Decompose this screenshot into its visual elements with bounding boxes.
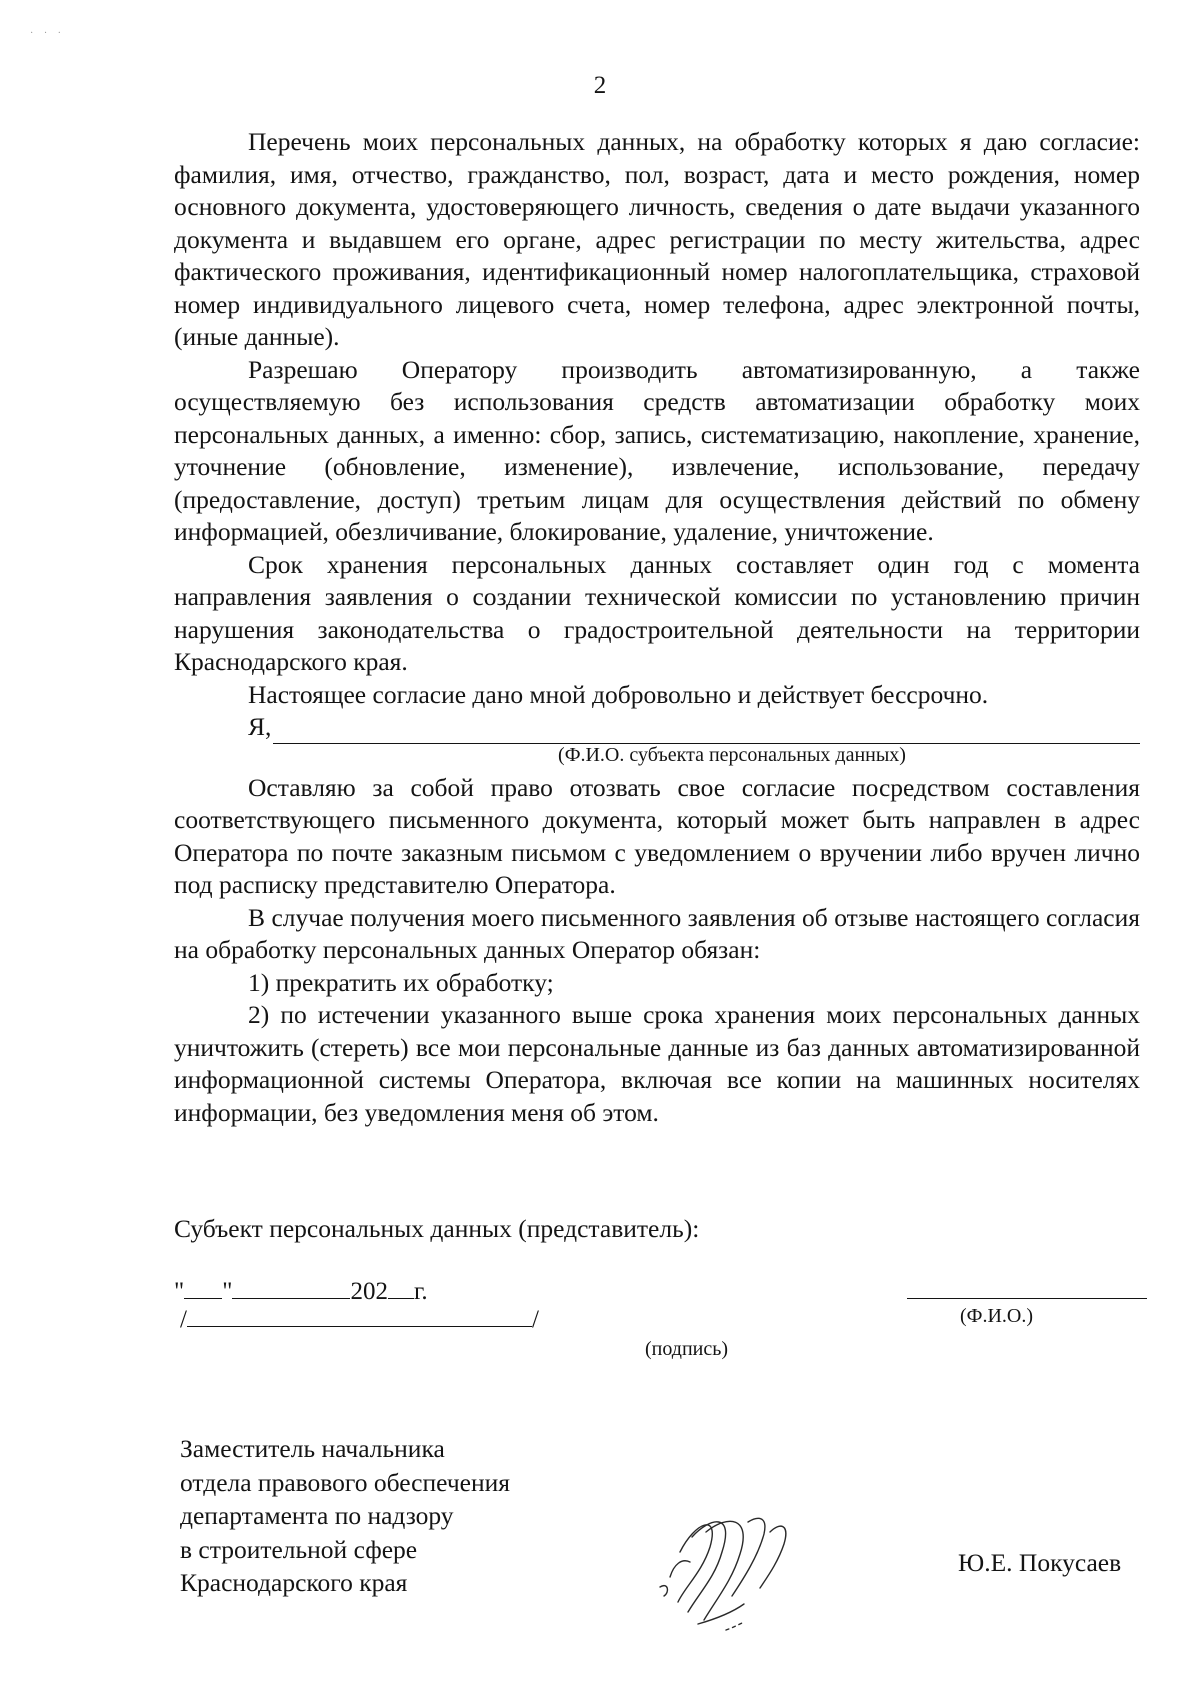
- signer-name: Ю.Е. Покусаев: [958, 1548, 1122, 1577]
- fio-blank: [273, 717, 1140, 744]
- date-suffix: г.: [413, 1278, 428, 1305]
- signature-blank: [187, 1304, 532, 1327]
- signature-caption: (подпись): [645, 1338, 729, 1360]
- fio-caption: (Ф.И.О. субъекта персональных данных): [558, 743, 906, 766]
- paragraph-storage-term: Срок хранения персональных данных составляет один год с момента направления заявления о создании технической комиссии по установлению причин нарушения законодательства о градостроительной деятельности на территории Краснодарского края.: [174, 549, 1140, 676]
- scan-artifact: · · ·: [30, 28, 65, 39]
- position-line: в строительной сфере: [180, 1534, 418, 1564]
- date-month-blank: [232, 1276, 350, 1299]
- paragraph-consent-voluntary: Настоящее согласие дано мной добровольно и действует бессрочно.: [248, 679, 989, 709]
- position-line: отдела правового обеспечения: [180, 1467, 510, 1497]
- paragraph-processing-permission: Разрешаю Оператору производить автоматизированную, а также осуществляемую без использования средств автоматизации обработку моих персональных данных, а именно: сбор, запись, систематизацию, накопление, хранение, уточнение (обновление, изменение), извлечение, использование, передачу (предоставление, доступ) третьим лицам для осуществления действий по обмену информацией, обезличивание, блокирование, удаление, уничтожение.: [174, 354, 1140, 546]
- sig-slash-right: /: [531, 1306, 539, 1333]
- handwritten-signature-icon: [640, 1492, 820, 1642]
- position-line: Краснодарского края: [180, 1568, 408, 1597]
- document-body: [174, 126, 1140, 1129]
- fio-fill-line: [174, 711, 1140, 744]
- position-line: департамента по надзору: [180, 1501, 454, 1530]
- page-number: 2: [593, 72, 607, 99]
- date-year: 202: [350, 1278, 388, 1305]
- signature-line: [180, 1304, 539, 1334]
- sig-slash-left: /: [180, 1306, 187, 1333]
- fio-right-caption: (Ф.И.О.): [960, 1305, 1034, 1327]
- paragraph-operator-obligation: В случае получения моего письменного заявления об отзыве настоящего согласия на обработку персональных данных Оператор обязан:: [174, 902, 1140, 964]
- date-day-blank: [184, 1276, 222, 1299]
- obligation-item-1: 1) прекратить их обработку;: [248, 967, 554, 997]
- date-quote-open: ": [174, 1278, 185, 1305]
- date-quote-close: ": [222, 1278, 233, 1305]
- date-year-blank: [388, 1276, 414, 1299]
- subject-label: Субъект персональных данных (представитель):: [174, 1214, 700, 1243]
- fio-right-blank: [907, 1298, 1147, 1299]
- date-line: [174, 1276, 428, 1306]
- paragraph-revoke-right: Оставляю за собой право отозвать свое согласие посредством составления соответствующего письменного документа, который может быть направлен в адрес Оператора по почте заказным письмом с уведомлением о вручении либо вручен лично под расписку представителю Оператора.: [174, 772, 1140, 899]
- signer-position: [180, 1432, 510, 1600]
- paragraph-data-list: Перечень моих персональных данных, на обработку которых я даю согласие: фамилия, имя, отчество, гражданство, пол, возраст, дата и место рождения, номер основного документа, удостоверяющего личность, сведения о дате выдачи указанного документа и выдавшем его органе, адрес регистрации по месту жительства, адрес фактического проживания, идентификационный номер налогоплательщика, страховой номер индивидуального лицевого счета, номер телефона, адрес электронной почты, (иные данные).: [174, 127, 1140, 351]
- obligation-item-2: 2) по истечении указанного выше срока хранения моих персональных данных уничтожить (стереть) все мои персональные данные из баз данных автоматизированной информационной системы Оператора, включая все копии на машинных носителях информации, без уведомления меня об этом.: [174, 1000, 1140, 1127]
- position-line: Заместитель начальника: [180, 1434, 445, 1463]
- fio-prefix: Я,: [248, 712, 272, 741]
